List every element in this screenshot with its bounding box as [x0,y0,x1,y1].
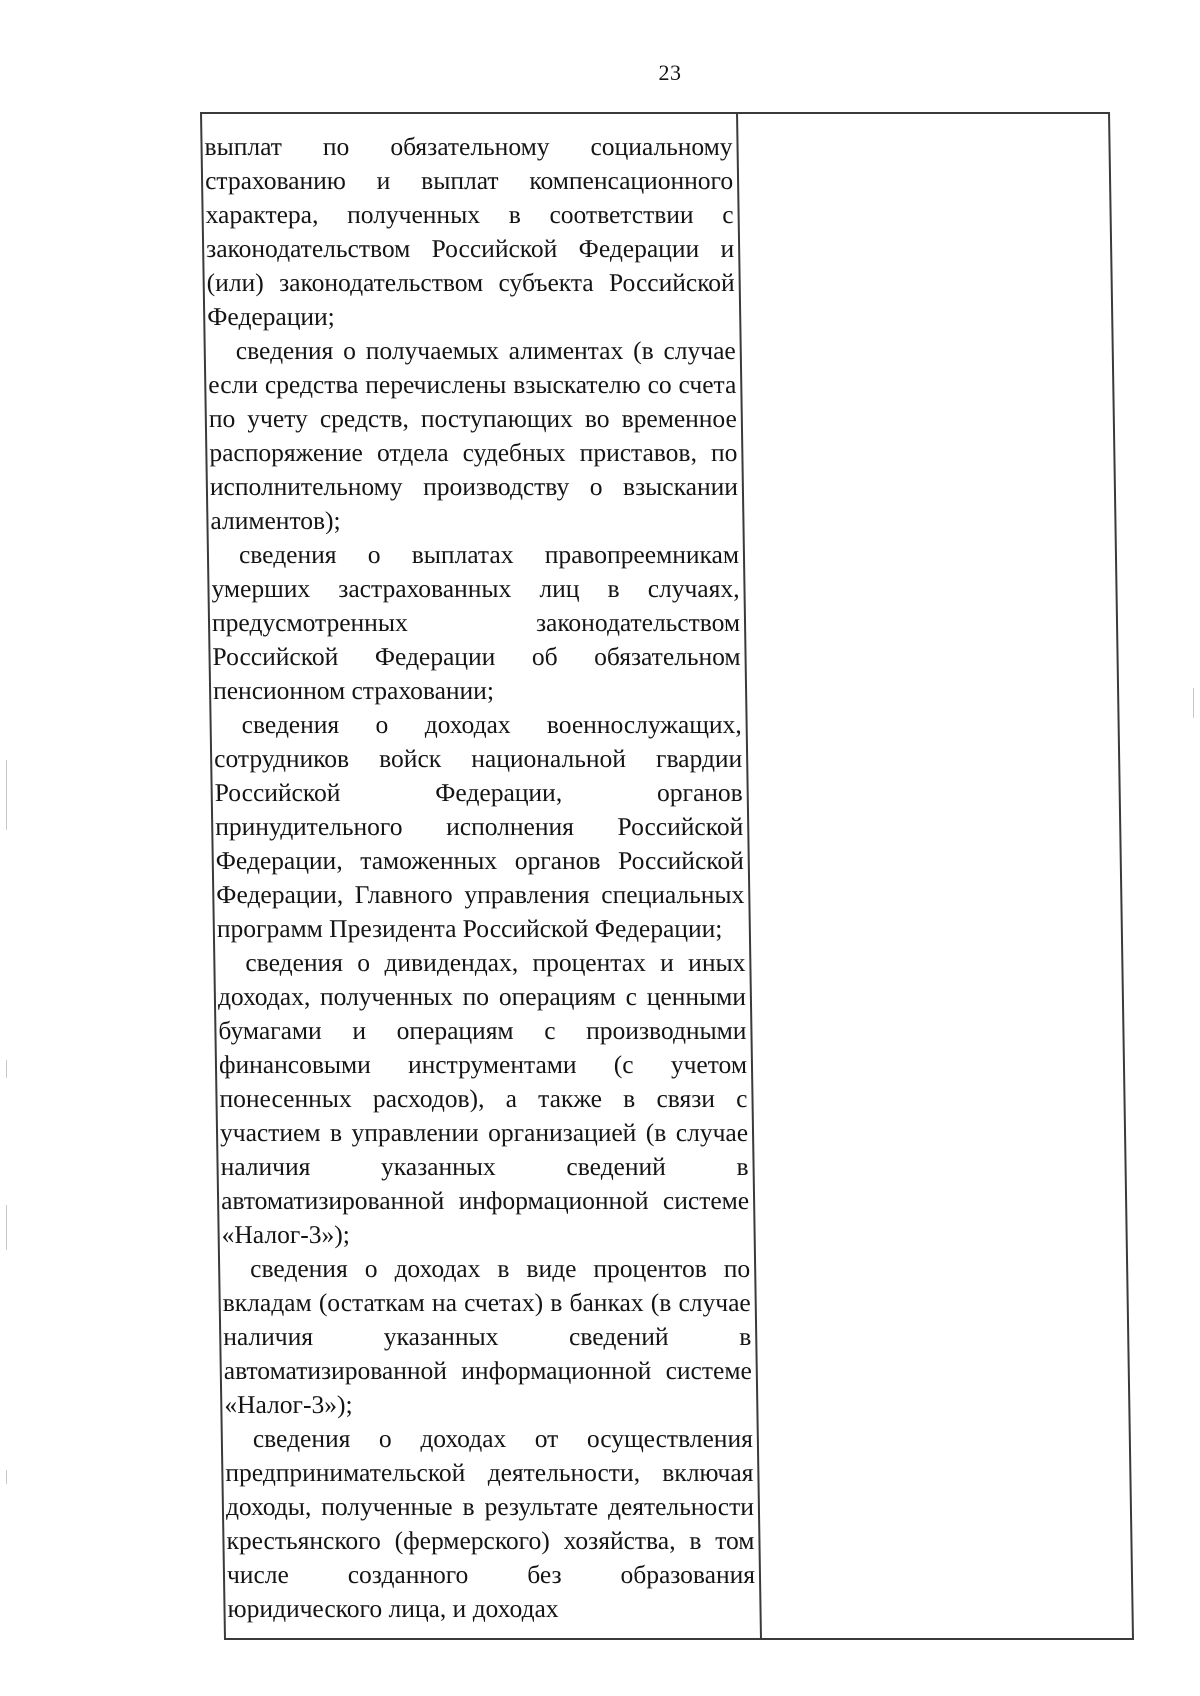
paragraph: сведения о доходах военнослужащих, сотрудников войск национальной гвардии Российской Федерации, органов принудительного исполнения Российской Федерации, таможенных органов Российской Федерации, Главного управления специальных программ Президента Российской Федерации; [213,710,745,943]
page-number: 23 [658,60,682,85]
scan-artifact [1193,688,1194,718]
scan-artifact [6,1060,7,1078]
paragraph: сведения о получаемых алиментах (в случае если средства перечислены взыскателю со счета по учету средств, поступающих во временное распоряжение отдела судебных приставов, по исполнительному производству о взыскании алиментов); [208,336,739,535]
scan-artifact [6,760,7,830]
document-table [200,112,1134,1640]
scan-artifact [6,1205,7,1250]
paragraph: сведения о доходах в виде процентов по вкладам (остаткам на счетах) в банках (в случае наличия указанных сведений в автоматизированной информационной системе «Налог-3»); [222,1254,752,1419]
paragraph: сведения о выплатах правопреемникам умерших застрахованных лиц в случаях, предусмотренных законодательством Российской Федерации об обязательном пенсионном страховании; [211,540,741,705]
paragraph: сведения о доходах от осуществления предпринимательской деятельности, включая доходы, полученные в результате деятельности крестьянского (фермерского) хозяйства, в том числе созданного без образования юридического лица, и доходах [225,1424,756,1623]
table-right-cell [740,112,1134,1640]
paragraph: выплат по обязательному социальному страхованию и выплат компенсационного характера, полученных в соответствии с законодательством Российской Федерации и (или) законодательством субъекта Российской Федерации; [204,132,735,331]
table-left-cell [204,130,756,1632]
scan-artifact [6,1470,7,1484]
paragraph: сведения о дивидендах, процентах и иных доходах, полученных по операциям с ценными бумагами и операциям с производными финансовыми инструментами (с учетом понесенных расходов), а также в связи с участием в управлении организацией (в случае наличия указанных сведений в автоматизированной информационной системе «Налог-3»); [217,948,750,1249]
